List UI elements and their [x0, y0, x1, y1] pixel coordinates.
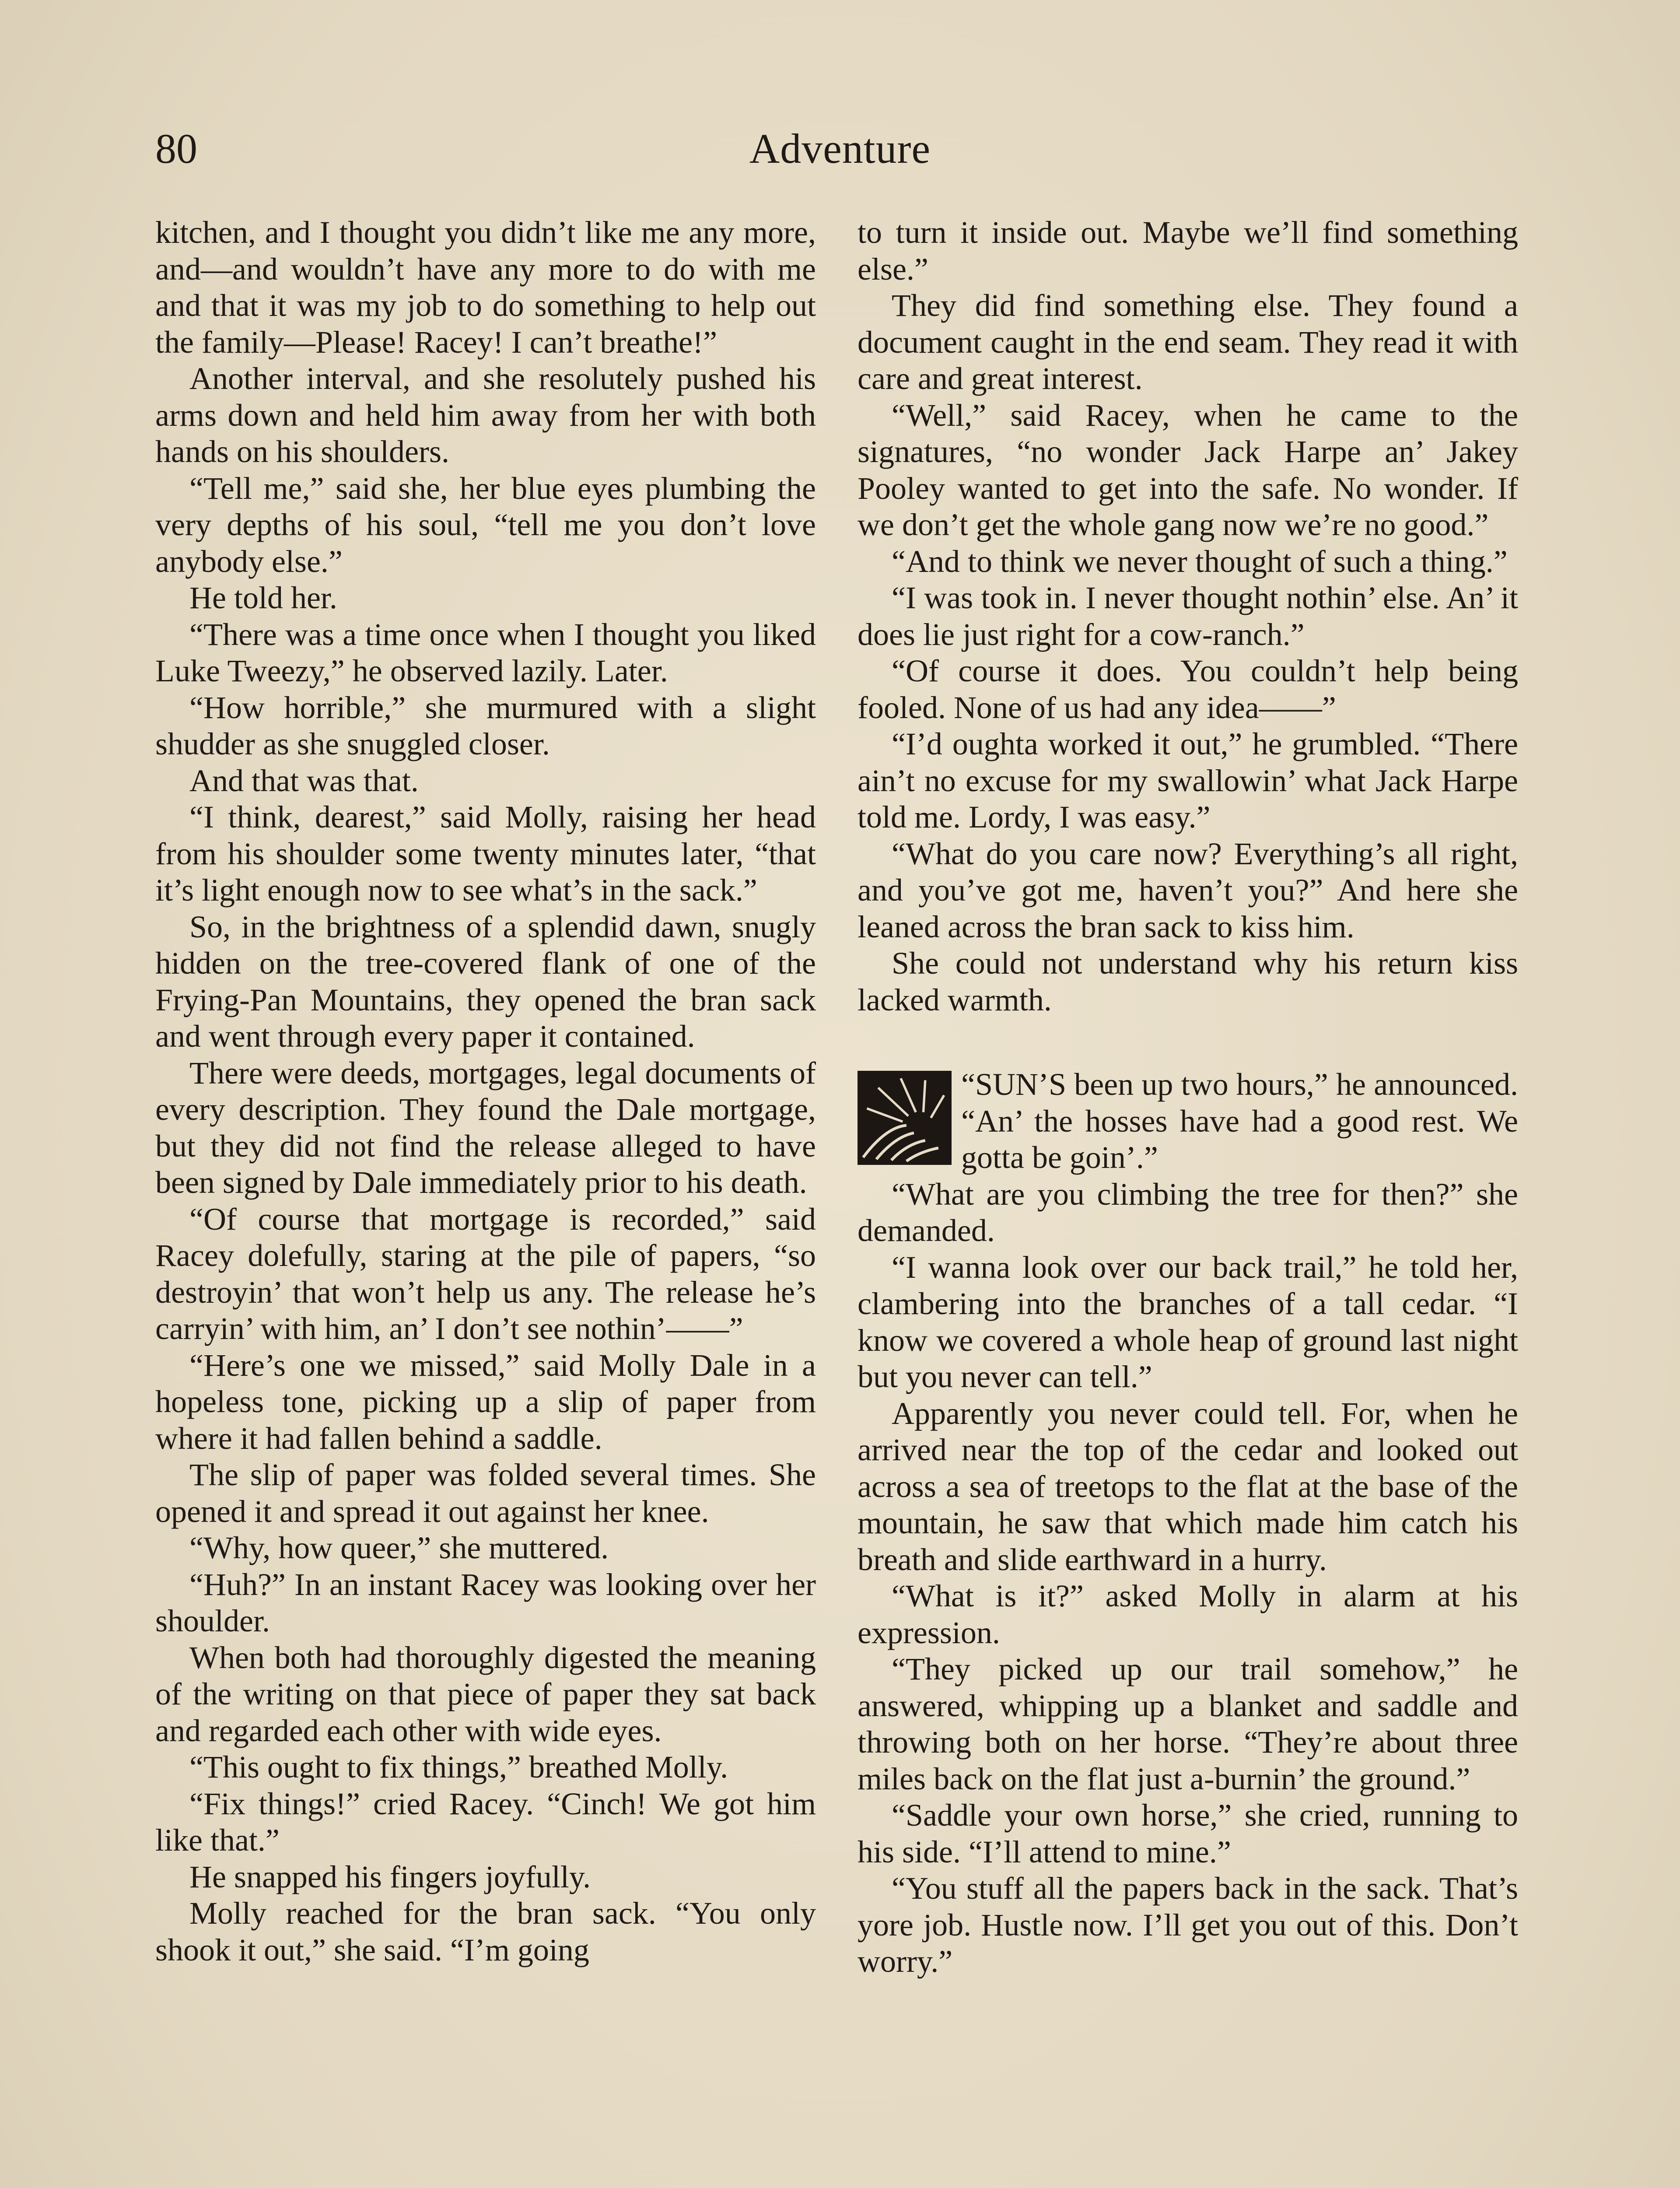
paragraph: “Tell me,” said she, her blue eyes plumbing the very depths of his soul, “tell me you don’t love anybody else.” [155, 470, 816, 579]
paragraph: “Well,” said Racey, when he came to the signatures, “no wonder Jack Harpe an’ Jakey Pooley wanted to get into the safe. No wonder. If we don’t get the whole gang now we’re no good.” [858, 397, 1518, 542]
paragraph: Apparently you never could tell. For, when he arrived near the top of the cedar and looked out across a sea of treetops to the flat at the base of the mountain, he saw that which made him catch his breath and slide earthward in a hurry. [858, 1396, 1518, 1577]
paragraph: “I’d oughta worked it out,” he grumbled. “There ain’t no excuse for my swallowin’ what Jack Harpe told me. Lordy, I was easy.” [858, 726, 1518, 835]
page-number: 80 [155, 125, 197, 172]
paragraph: “Saddle your own horse,” she cried, running to his side. “I’ll attend to mine.” [858, 1798, 1518, 1869]
paragraph: “Here’s one we missed,” said Molly Dale in a hopeless tone, picking up a slip of paper from where it had fallen behind a saddle. [155, 1347, 816, 1456]
page-header [155, 123, 1525, 184]
paragraph: He told her. [189, 580, 337, 615]
running-title: Adventure [749, 125, 931, 172]
paragraph: When both had thoroughly digested the meaning of the writing on that piece of paper they sat back and regarded each other with wide eyes. [155, 1640, 816, 1748]
paragraph: “I think, dearest,” said Molly, raising her head from his shoulder some twenty minutes later, “that it’s light enough now to see what’s in the sack.” [155, 799, 816, 908]
paragraph: There were deeds, mortgages, legal documents of every description. They found the Dale mortgage, but they did not find the release alleged to have been signed by Dale immediately prior to his death. [155, 1055, 816, 1200]
paragraph: She could not understand why his return kiss lacked warmth. [858, 946, 1518, 1017]
paragraph: “And to think we never thought of such a thing.” [892, 543, 1508, 579]
paragraph: He snapped his fingers joyfully. [189, 1859, 591, 1894]
paragraph: “What is it?” asked Molly in alarm at his expression. [858, 1578, 1518, 1650]
right-column [858, 214, 1518, 1980]
paragraph: “Of course it does. You couldn’t help being fooled. None of us had any idea——” [858, 653, 1518, 725]
paragraph: “There was a time once when I thought you liked Luke Tweezy,” he observed lazily. Later. [155, 617, 816, 688]
paragraph: “They picked up our trail somehow,” he answered, whipping up a blanket and saddle and throwing both on her horse. “They’re about three miles back on the flat just a-burnin’ the ground.” [858, 1652, 1518, 1796]
paragraph: The slip of paper was folded several times. She opened it and spread it out against her knee. [155, 1457, 816, 1529]
paragraph: “Fix things!” cried Racey. “Cinch! We got him like that.” [155, 1786, 816, 1858]
paragraph: to turn it inside out. Maybe we’ll find something else.” [858, 215, 1518, 287]
paragraph: And that was that. [189, 763, 419, 798]
section-break [858, 1018, 1518, 1066]
paragraph: “Of course that mortgage is recorded,” said Racey dolefully, staring at the pile of papers, “so destroyin’ that won’t help us any. The release he’s carryin’ with him, an’ I don’t see nothin’——” [155, 1201, 816, 1346]
paragraph: Another interval, and she resolutely pushed his arms down and held him away from her with both hands on his shoulders. [155, 361, 816, 469]
paragraph: So, in the brightness of a splendid dawn, snugly hidden on the tree-covered flank of one of the Frying-Pan Mountains, they opened the bran sack and went through every paper it contained. [155, 909, 816, 1054]
decorative-sunrise-icon [858, 1071, 952, 1165]
left-column [155, 214, 816, 1968]
paragraph: “This ought to fix things,” breathed Molly. [189, 1750, 728, 1785]
paragraph: “What do you care now? Everything’s all right, and you’ve got me, haven’t you?” And here she leaned across the bran sack to kiss him. [858, 836, 1518, 944]
paragraph: “Huh?” In an instant Racey was looking over her shoulder. [155, 1567, 816, 1638]
paragraph: “I wanna look over our back trail,” he told her, clambering into the branches of a tall cedar. “I know we covered a whole heap of ground last night but you never can tell.” [858, 1249, 1518, 1394]
paragraph: They did find something else. They found a document caught in the end seam. They read it with care and great interest. [858, 288, 1518, 396]
paragraph: Molly reached for the bran sack. “You only shook it out,” she said. “I’m going [155, 1896, 816, 1967]
paragraph: “Why, how queer,” she muttered. [189, 1530, 609, 1565]
paragraph: “You stuff all the papers back in the sack. That’s yore job. Hustle now. I’ll get you out of this. Don’t worry.” [858, 1871, 1518, 1979]
paragraph: “I was took in. I never thought nothin’ else. An’ it does lie just right for a cow-ranch.” [858, 580, 1518, 652]
paragraph: “What are you climbing the tree for then?” she demanded. [858, 1176, 1518, 1248]
paragraph: “SUN’S been up two hours,” he announced. “An’ the hosses have had a good rest. We gotta be goin’.” [961, 1067, 1518, 1175]
section-opening [858, 1066, 1518, 1176]
paragraph: “How horrible,” she murmured with a slight shudder as she snuggled closer. [155, 690, 816, 761]
paragraph: kitchen, and I thought you didn’t like me any more, and—and wouldn’t have any more to do with me and that it was my job to do something to help out the family—Please! Racey! I can’t breathe!” [155, 215, 816, 360]
